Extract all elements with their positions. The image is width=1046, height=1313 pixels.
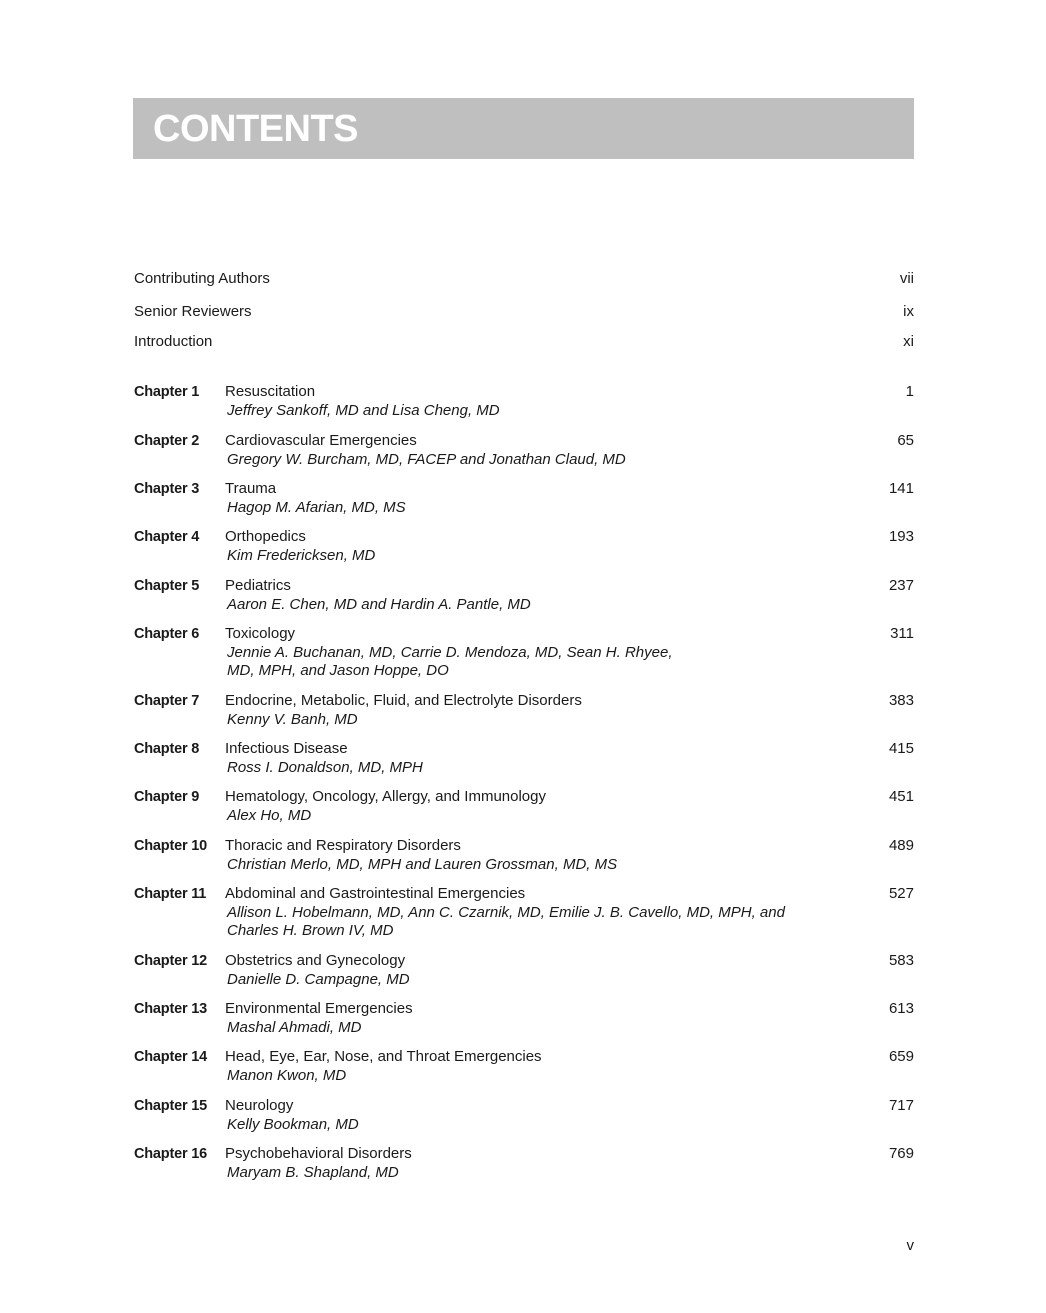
chapter-title: Thoracic and Respiratory Disorders: [225, 837, 461, 854]
toc-page-number: 451: [888, 788, 914, 805]
chapter-number: Chapter 15: [134, 1098, 207, 1114]
chapter-authors: Kenny V. Banh, MD: [227, 710, 358, 728]
toc-page-number: 65: [897, 432, 914, 449]
toc-page-number: 415: [888, 740, 914, 757]
chapter-title: Head, Eye, Ear, Nose, and Throat Emergencies: [225, 1048, 542, 1065]
chapter-number: Chapter 2: [134, 433, 200, 449]
chapter-authors: Gregory W. Burcham, MD, FACEP and Jonathan Claud, MD: [227, 450, 626, 468]
page-folio: v: [906, 1237, 914, 1254]
chapter-title: Orthopedics: [225, 528, 306, 545]
chapter-title: Obstetrics and Gynecology: [225, 952, 406, 969]
chapter-title: Toxicology: [225, 625, 296, 642]
chapter-title: Hematology, Oncology, Allergy, and Immunology: [225, 788, 546, 805]
chapter-number: Chapter 16: [134, 1146, 207, 1162]
chapter-title: Endocrine, Metabolic, Fluid, and Electrolyte Disorders: [225, 692, 582, 709]
page-title: CONTENTS: [153, 108, 358, 150]
chapter-number: Chapter 1: [134, 384, 200, 400]
contents-banner: [133, 98, 914, 159]
toc-page-number: 141: [888, 480, 914, 497]
chapter-title: Infectious Disease: [225, 740, 348, 757]
chapter-authors: Danielle D. Campagne, MD: [227, 970, 410, 988]
toc-page-number: 237: [888, 577, 914, 594]
chapter-title: Pediatrics: [225, 577, 291, 594]
toc-page-number: 1: [905, 383, 914, 400]
toc-page-number: 193: [888, 528, 914, 545]
chapter-authors: Aaron E. Chen, MD and Hardin A. Pantle, MD: [227, 595, 531, 613]
chapter-title: Neurology: [225, 1097, 294, 1114]
toc-page-number: 769: [888, 1145, 914, 1162]
chapter-number: Chapter 4: [134, 529, 200, 545]
chapter-number: Chapter 10: [134, 838, 207, 854]
chapter-number: Chapter 6: [134, 626, 200, 642]
chapter-title: Resuscitation: [225, 383, 316, 400]
toc-page-number: vii: [899, 270, 914, 287]
chapter-authors: Ross I. Donaldson, MD, MPH: [227, 758, 423, 776]
chapter-title: Environmental Emergencies: [225, 1000, 413, 1017]
chapter-authors: Jeffrey Sankoff, MD and Lisa Cheng, MD: [227, 401, 500, 419]
chapter-authors: Kelly Bookman, MD: [227, 1115, 359, 1133]
chapter-authors: Allison L. Hobelmann, MD, Ann C. Czarnik, MD, Emilie J. B. Cavello, MD, MPH, and Charles H. Brown IV, MD: [227, 903, 785, 939]
chapter-title: Abdominal and Gastrointestinal Emergencies: [225, 885, 526, 902]
chapter-authors: Hagop M. Afarian, MD, MS: [227, 498, 406, 516]
chapter-authors: Maryam B. Shapland, MD: [227, 1163, 399, 1181]
toc-page-number: xi: [903, 333, 914, 350]
toc-page-number: 311: [890, 625, 914, 642]
toc-page-number: 613: [888, 1000, 914, 1017]
chapter-number: Chapter 12: [134, 953, 207, 969]
chapter-number: Chapter 5: [134, 578, 200, 594]
chapter-title: Trauma: [225, 480, 277, 497]
chapter-number: Chapter 11: [134, 886, 207, 902]
chapter-authors: Christian Merlo, MD, MPH and Lauren Grossman, MD, MS: [227, 855, 618, 873]
chapter-authors: Mashal Ahmadi, MD: [227, 1018, 362, 1036]
chapter-number: Chapter 3: [134, 481, 200, 497]
toc-page-number: 383: [888, 692, 914, 709]
toc-front-label: Contributing Authors: [134, 270, 270, 287]
chapter-authors: Jennie A. Buchanan, MD, Carrie D. Mendoza, MD, Sean H. Rhyee, MD, MPH, and Jason Hoppe, DO: [227, 643, 673, 679]
chapter-authors: Manon Kwon, MD: [227, 1066, 347, 1084]
chapter-number: Chapter 9: [134, 789, 200, 805]
chapter-number: Chapter 8: [134, 741, 200, 757]
chapter-title: Psychobehavioral Disorders: [225, 1145, 412, 1162]
toc-page-number: 659: [888, 1048, 914, 1065]
toc-page-number: ix: [903, 303, 914, 320]
toc-page-number: 583: [888, 952, 914, 969]
toc-page-number: 717: [888, 1097, 914, 1114]
chapter-authors: Alex Ho, MD: [227, 806, 312, 824]
toc-front-label: Introduction: [134, 333, 213, 350]
toc-page-number: 489: [888, 837, 914, 854]
toc-page-number: 527: [888, 885, 914, 902]
chapter-authors: Kim Fredericksen, MD: [227, 546, 376, 564]
chapter-title: Cardiovascular Emergencies: [225, 432, 417, 449]
chapter-number: Chapter 14: [134, 1049, 207, 1065]
toc-front-label: Senior Reviewers: [134, 303, 252, 320]
chapter-number: Chapter 13: [134, 1001, 207, 1017]
chapter-number: Chapter 7: [134, 693, 200, 709]
